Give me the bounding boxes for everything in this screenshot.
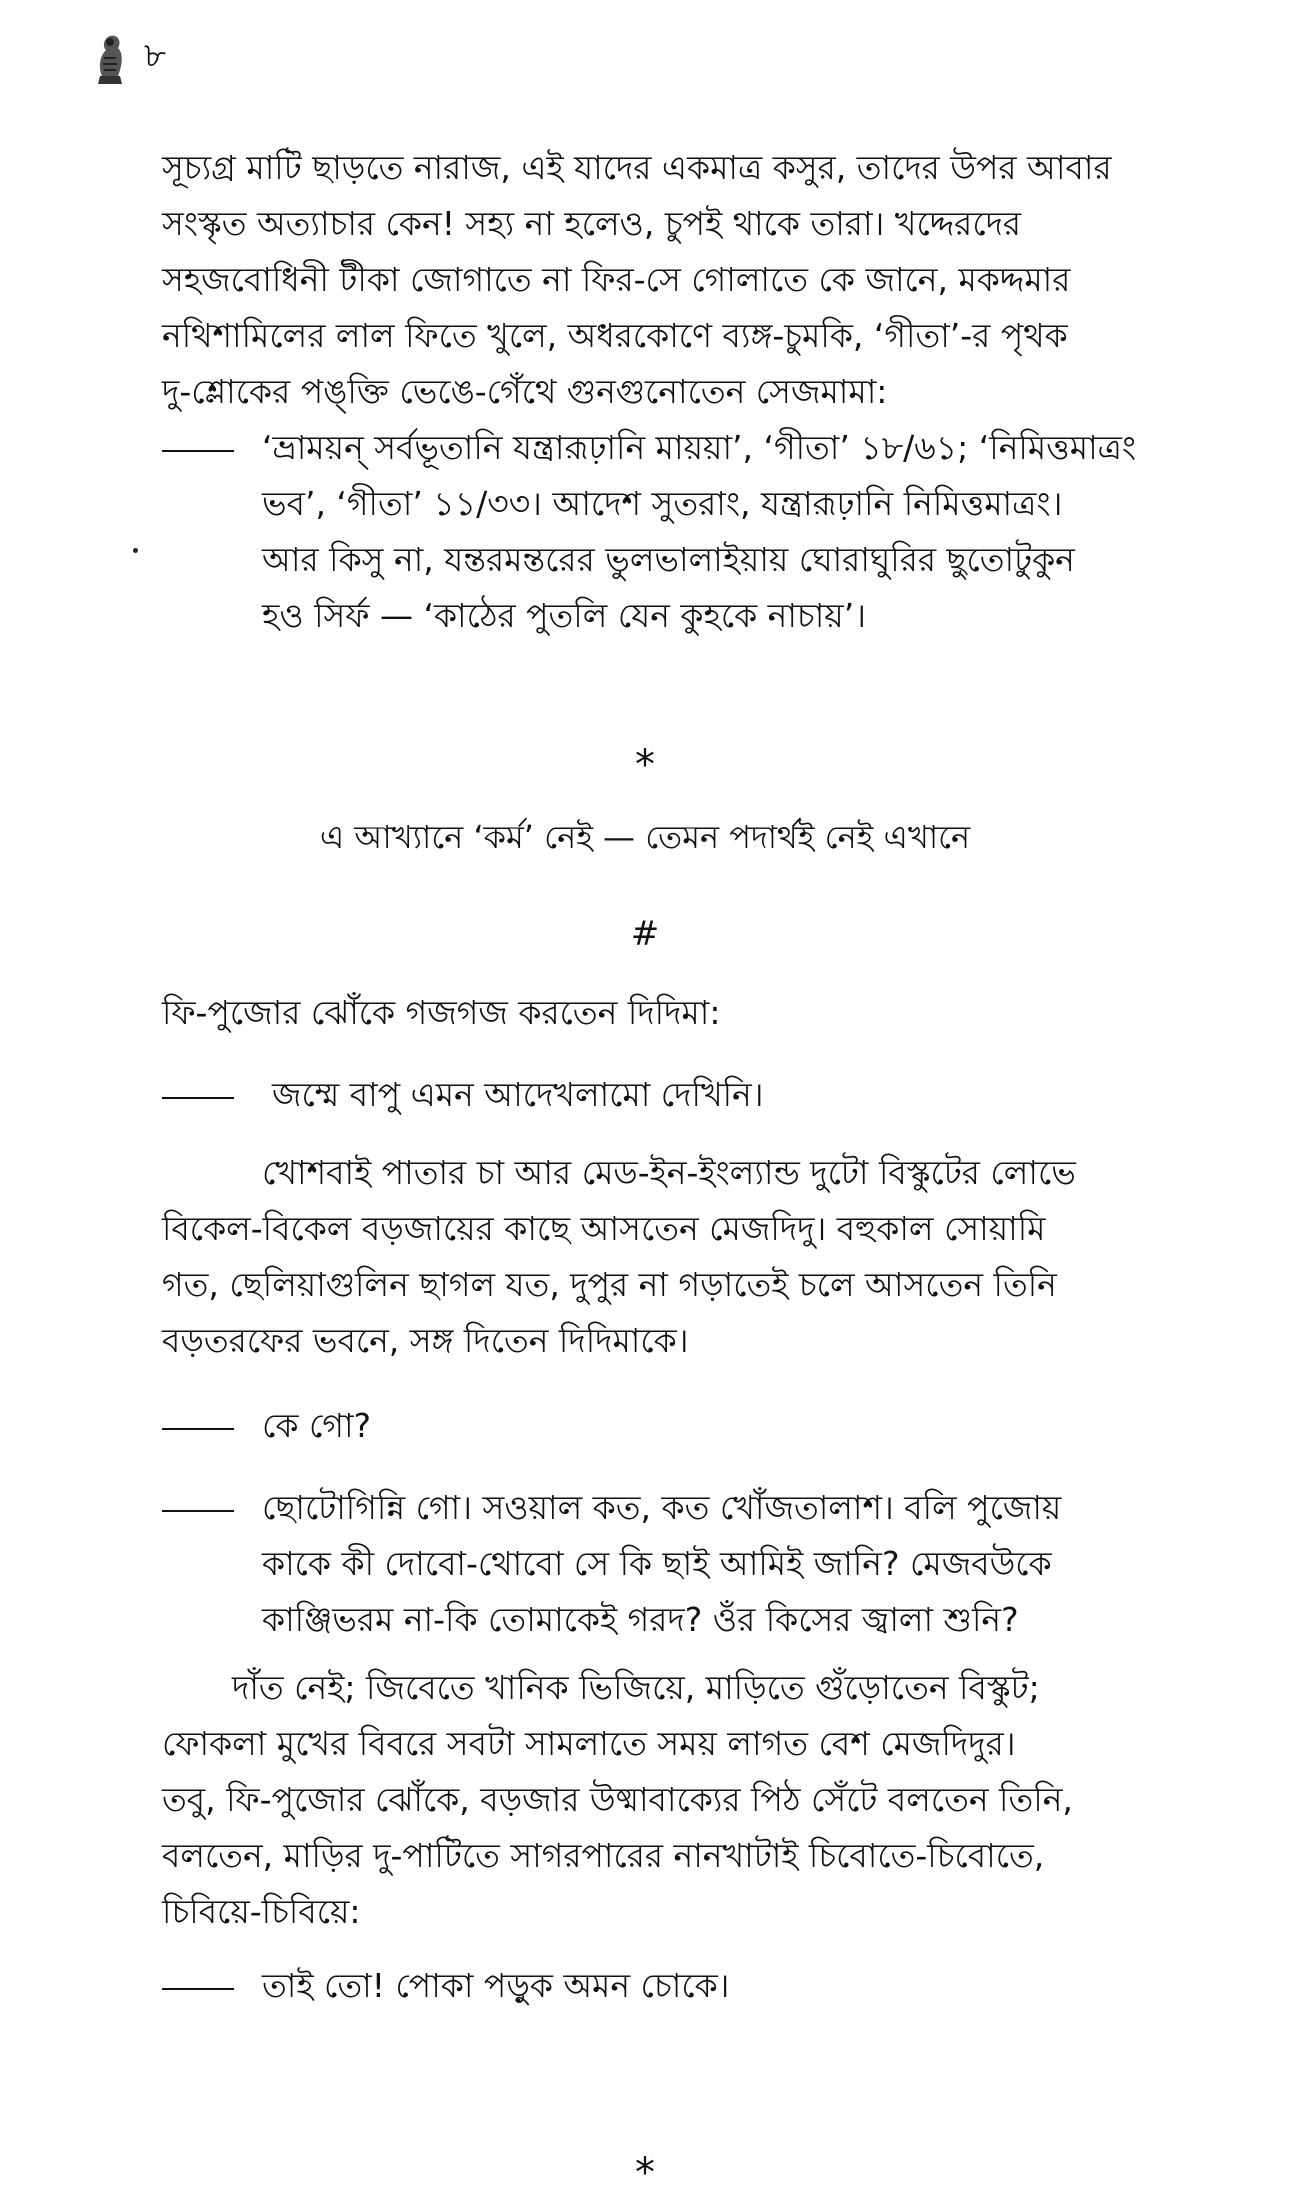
text-line: বিকেল-বিকেল বড়জায়ের কাছে আসতেন মেজদিদু। বহুকাল সোয়ামি bbox=[162, 1209, 1046, 1248]
section-separator: * bbox=[635, 742, 655, 788]
text-line: ফোকলা মুখের বিবরে সবটা সামলাতে সময় লাগত বেশ মেজদিদুর। bbox=[162, 1724, 1016, 1763]
text-line: গত, ছেলিয়াগুলিন ছাগল যত, দুপুর না গড়াতেই চলে আসতেন তিনি bbox=[162, 1265, 1057, 1304]
page-header bbox=[88, 28, 166, 88]
quote-line: জম্মে বাপু এমন আদেখলামো দেখিনি। bbox=[272, 1075, 764, 1114]
quote-line: ‘ভ্রাময়ন্‌ সর্বভূতানি যন্ত্রারূঢ়ানি মায়য়া’, ‘গীতা’ ১৮/৬১; ‘নিমিত্তমাত্রং bbox=[262, 428, 1137, 467]
text-line: সংস্কৃত অত্যাচার কেন! সহ্য না হলেও, চুপই থাকে তারা। খদ্দেরদের bbox=[162, 204, 1022, 243]
quote-line: কাকে কী দোবো-থোবো সে কি ছাই আমিই জানি? মেজবউকে bbox=[262, 1544, 1052, 1583]
section-separator: # bbox=[630, 914, 660, 954]
dialogue-dash bbox=[162, 450, 234, 452]
text-line: দু-শ্লোকের পঙ্‌ক্তি ভেঙে-গেঁথে গুনগুনোতেন সেজমামা: bbox=[162, 372, 888, 411]
dialogue-dash bbox=[162, 1510, 234, 1512]
quote-line: হও সির্ফ — ‘কাঠের পুতলি যেন কুহকে নাচায়’। bbox=[262, 596, 867, 635]
text-line: চিবিয়ে-চিবিয়ে: bbox=[162, 1892, 361, 1931]
quote-line: কাঞ্জিভরম না-কি তোমাকেই গরদ? ওঁর কিসের জ্বালা শুনি? bbox=[262, 1600, 1019, 1639]
text-line: বড়তরফের ভবনে, সঙ্গ দিতেন দিদিমাকে। bbox=[162, 1321, 689, 1360]
section-separator: * bbox=[635, 2150, 655, 2196]
text-line: খোশবাই পাতার চা আর মেড-ইন-ইংল্যান্ড দুটো বিস্কুটের লোভে bbox=[262, 1153, 1076, 1192]
quote-line: তাই তো! পোকা পড়ুক অমন চোকে। bbox=[262, 1966, 730, 2005]
text-line: সূচ্যগ্র মাটি ছাড়তে নারাজ, এই যাদের একমাত্র কসুর, তাদের উপর আবার bbox=[162, 148, 1112, 187]
text-line: নথিশামিলের লাল ফিতে খুলে, অধরকোণে ব্যঙ্গ-চুমকি, ‘গীতা’-র পৃথক bbox=[162, 316, 1068, 355]
dialogue-dash bbox=[162, 1428, 234, 1430]
ornament-logo-icon bbox=[88, 28, 132, 88]
quote-line: ছোটোগিন্নি গো। সওয়াল কত, কত খোঁজতালাশ। বলি পুজোয় bbox=[262, 1488, 1062, 1527]
quote-line: ভব’, ‘গীতা’ ১১/৩৩। আদেশ সুতরাং, যন্ত্রারূঢ়ানি নিমিত্তমাত্রং। bbox=[262, 484, 1063, 523]
quote-line: কে গো? bbox=[262, 1406, 372, 1445]
stray-mark bbox=[133, 548, 138, 553]
text-line: সহজবোধিনী টীকা জোগাতে না ফির-সে গোলাতে কে জানে, মকদ্দমার bbox=[162, 260, 1071, 299]
quote-line: আর কিসু না, যন্তরমন্তরের ভুলভালাইয়ায় ঘোরাঘুরির ছুতোটুকুন bbox=[262, 540, 1075, 579]
dialogue-dash bbox=[162, 1097, 234, 1099]
text-line: ফি-পুজোর ঝোঁকে গজগজ করতেন দিদিমা: bbox=[162, 993, 721, 1032]
text-line: তবু, ফি-পুজোর ঝোঁকে, বড়জার উষ্মাবাক্যের পিঠ সেঁটে বলতেন তিনি, bbox=[162, 1780, 1073, 1819]
text-line: দাঁত নেই; জিবেতে খানিক ভিজিয়ে, মাড়িতে গুঁড়োতেন বিস্কুট; bbox=[232, 1668, 1040, 1707]
page-number: ৮ bbox=[144, 35, 167, 76]
centered-heading-line: এ আখ্যানে ‘কর্ম’ নেই — তেমন পদার্থই নেই এখানে bbox=[319, 818, 971, 856]
text-line: বলতেন, মাড়ির দু-পাটিতে সাগরপারের নানখাটাই চিবোতে-চিবোতে, bbox=[162, 1836, 1045, 1875]
dialogue-dash bbox=[162, 1988, 234, 1990]
